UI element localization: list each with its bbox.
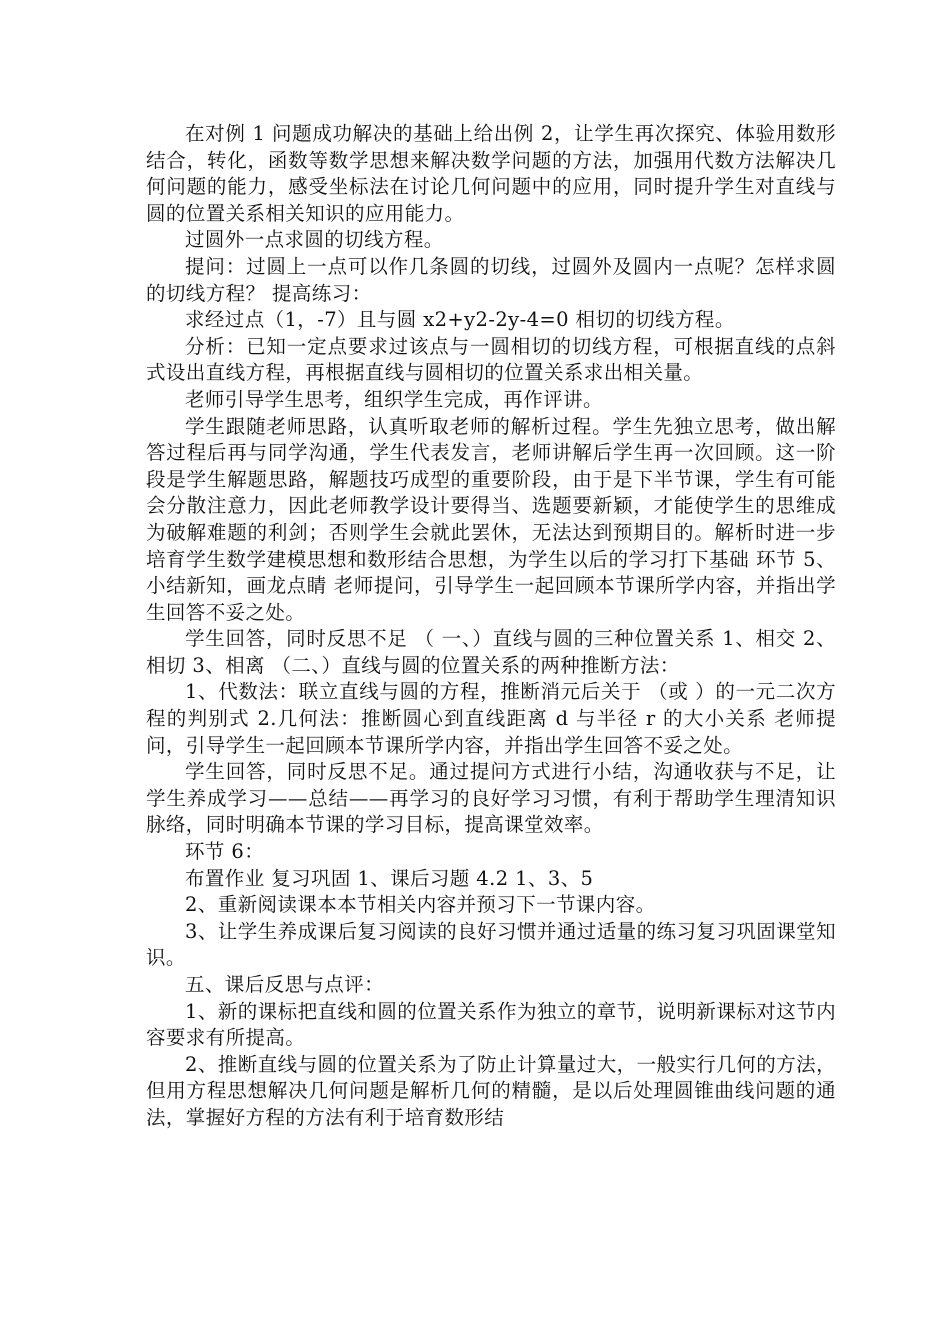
document-page bbox=[146, 121, 836, 1132]
paragraph-7: 学生跟随老师思路，认真听取老师的解析过程。学生先独立思考，做出解答过程后再与同学沟通，学生代表发言，老师讲解后学生再一次回顾。这一阶段是学生解题思路，解题技巧成型的重要阶段，由于是下半节课，学生有可能会分散注意力，因此老师教学设计要得当、选题要新颖，才能使学生的思维成为破解难题的利剑；否则学生会就此罢休，无法达到预期目的。解析时进一步培育学生数学建模思想和数形结合思想，为学生以后的学习打下基础 环节 5、小结新知，画龙点睛 老师提问，引导学生一起回顾本节课所学内容，并指出学生回答不妥之处。 bbox=[146, 414, 836, 624]
paragraph-17: 2、推断直线与圆的位置关系为了防止计算量过大，一般实行几何的方法，但用方程思想解决几何问题是解析几何的精髓，是以后处理圆锥曲线问题的通法，掌握好方程的方法有利于培育数形结 bbox=[146, 1052, 836, 1129]
paragraph-12: 布置作业 复习巩固 1、课后习题 4.2 1、3、5 bbox=[185, 866, 594, 890]
paragraph-4: 求经过点（1，-7）且与圆 x2+y2-2y-4=0 相切的切线方程。 bbox=[185, 308, 735, 332]
paragraph-1: 在对例 1 问题成功解决的基础上给出例 2，让学生再次探究、体验用数形结合，转化，函数等数学思想来解决数学问题的方法，加强用代数方法解决几何问题的能力，感受坐标法在讨论几何问题中的应用，同时提升学生对直线与圆的位置关系相关知识的应用能力。 bbox=[146, 122, 836, 225]
paragraph-6: 老师引导学生思考，组织学生完成，再作评讲。 bbox=[185, 387, 603, 411]
paragraph-15: 五、课后反思与点评： bbox=[185, 973, 385, 996]
paragraph-3: 提问：过圆上一点可以作几条圆的切线，过圆外及圆内一点呢？怎样求圆的切线方程？ 提高练习： bbox=[146, 254, 836, 305]
paragraph-9: 1、代数法：联立直线与圆的方程，推断消元后关于 （或 ）的一元二次方程的判别式 2.几何法：推断圆心到直线距离 d 与半径 r 的大小关系 老师提问，引导学生一起回顾本节课所学内容，并指出学生回答不妥之处。 bbox=[146, 680, 836, 757]
paragraph-11: 环节 6： bbox=[185, 840, 265, 864]
paragraph-8: 学生回答，同时反思不足 （ 一、）直线与圆的三种位置关系 1、相交 2、相切 3、相离 （二、）直线与圆的位置关系的两种推断方法： bbox=[146, 627, 836, 677]
paragraph-13: 2、重新阅读课本本节相关内容并预习下一节课内容。 bbox=[185, 893, 656, 917]
paragraph-10: 学生回答，同时反思不足。通过提问方式进行小结，沟通收获与不足，让学生养成学习——总结——再学习的良好学习习惯，有利于帮助学生理清知识脉络，同时明确本节课的学习目标，提高课堂效率。 bbox=[146, 760, 836, 837]
paragraph-16: 1、新的课标把直线和圆的位置关系作为独立的章节，说明新课标对这节内容要求有所提高。 bbox=[146, 999, 836, 1050]
paragraph-5: 分析：已知一定点要求过该点与一圆相切的切线方程，可根据直线的点斜式设出直线方程，再根据直线与圆相切的位置关系求出相关量。 bbox=[146, 334, 836, 385]
paragraph-2: 过圆外一点求圆的切线方程。 bbox=[185, 228, 444, 252]
paragraph-14: 3、让学生养成课后复习阅读的良好习惯并通过适量的练习复习巩固课堂知识。 bbox=[146, 919, 836, 970]
